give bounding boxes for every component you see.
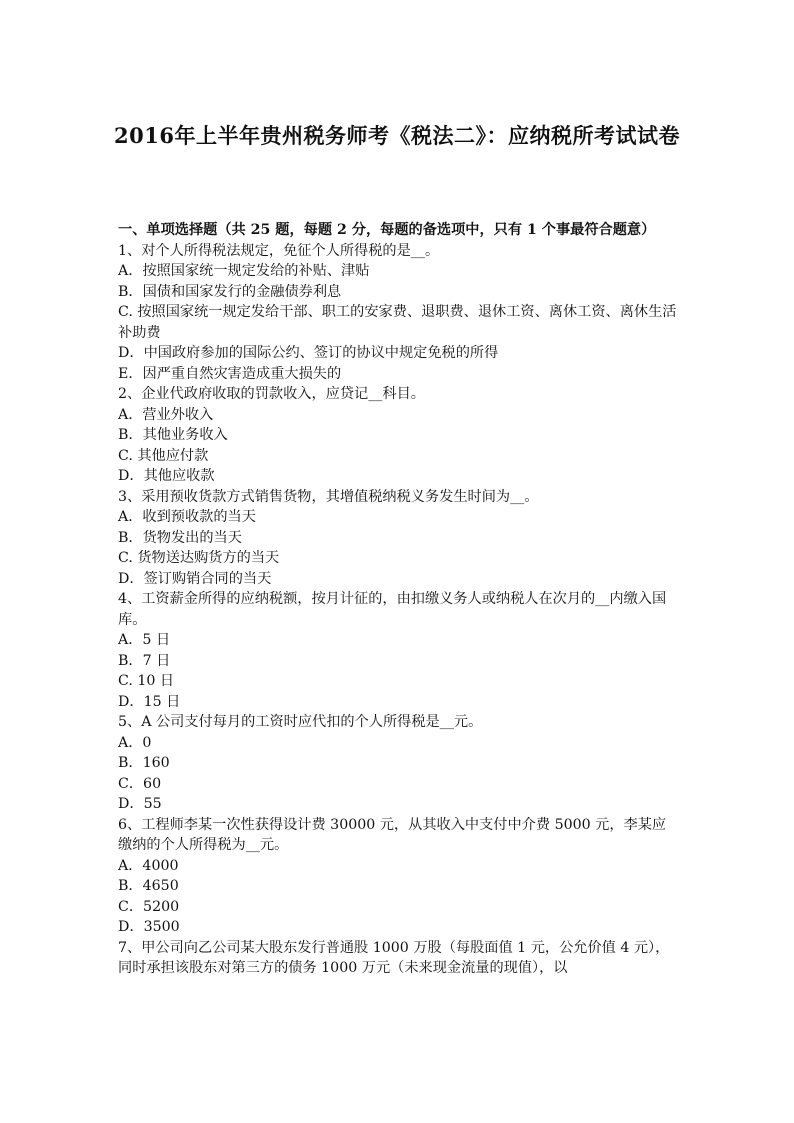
question-3 [118,487,680,590]
question-option: A．按照国家统一规定发给的补贴、津贴 [118,263,370,279]
question-option: C．5200 [118,898,180,915]
question-option: D．55 [118,796,162,812]
question-option: A．5 日 [118,632,171,648]
question-option: D．其他应收款 [118,468,215,484]
question-option: C. 其他应付款 [118,447,209,464]
question-option: C. 10 日 [118,673,175,689]
question-option: D．15 日 [118,693,181,710]
document-body [118,220,680,979]
question-option: C. 按照国家统一规定发给干部、职工的安家费、退职费、退休工资、离休工资、离休生活补助费 [118,304,677,341]
question-6 [118,815,680,938]
question-option: D．3500 [118,919,180,935]
question-option: C. 货物送达购货方的当天 [118,550,280,566]
question-option: C．60 [118,775,162,792]
question-option: B．货物发出的当天 [118,529,242,546]
question-stem: 4、工资薪金所得的应纳税额，按月计征的，由扣缴义务人或纳税人在次月的__内缴入国库。 [118,591,667,628]
question-option: A．0 [118,734,152,751]
question-stem: 5、A 公司支付每月的工资时应代扣的个人所得税是__元。 [118,714,483,730]
question-stem: 7、甲公司向乙公司某大股东发行普通股 1000 万股（每股面值 1 元，公允价值 4 元），同时承担该股东对第三方的债务 1000 万元（未来现金流量的现值），以 [118,939,670,976]
question-4 [118,589,680,712]
question-option: B．160 [118,755,170,771]
question-option: B．其他业务收入 [118,427,228,443]
question-option: B．7 日 [118,652,171,669]
question-stem: 6、工程师李某一次性获得设计费 30000 元，从其收入中支付中介费 5000 元，李某应缴纳的个人所得税为__元。 [118,816,667,853]
question-5 [118,712,680,815]
question-1 [118,241,680,385]
question-stem: 3、采用预收货款方式销售货物，其增值税纳税义务发生时间为__。 [118,488,539,505]
section-heading: 一、单项选择题（共 25 题，每题 2 分，每题的备选项中，只有 1 个事最符合题意） [118,222,656,238]
question-stem: 2、企业代政府收取的罚款收入，应贷记__科目。 [118,386,425,402]
question-option: A．4000 [118,857,179,874]
question-stem: 1、对个人所得税法规定，免征个人所得税的是__。 [118,242,440,259]
question-option: B．国债和国家发行的金融债券利息 [118,283,342,300]
question-option: D．中国政府参加的国际公约、签订的协议中规定免税的所得 [118,345,499,361]
question-option: D．签订购销合同的当天 [118,570,272,587]
question-option: A．收到预收款的当天 [118,509,256,525]
question-7 [118,938,680,979]
question-2 [118,384,680,487]
question-option: E．因严重自然灾害造成重大损失的 [118,365,342,382]
document-title: 2016年上半年贵州税务师考《税法二》：应纳税所考试试卷 [114,123,680,148]
question-option: A．营业外收入 [118,406,214,423]
question-option: B．4650 [118,878,179,894]
